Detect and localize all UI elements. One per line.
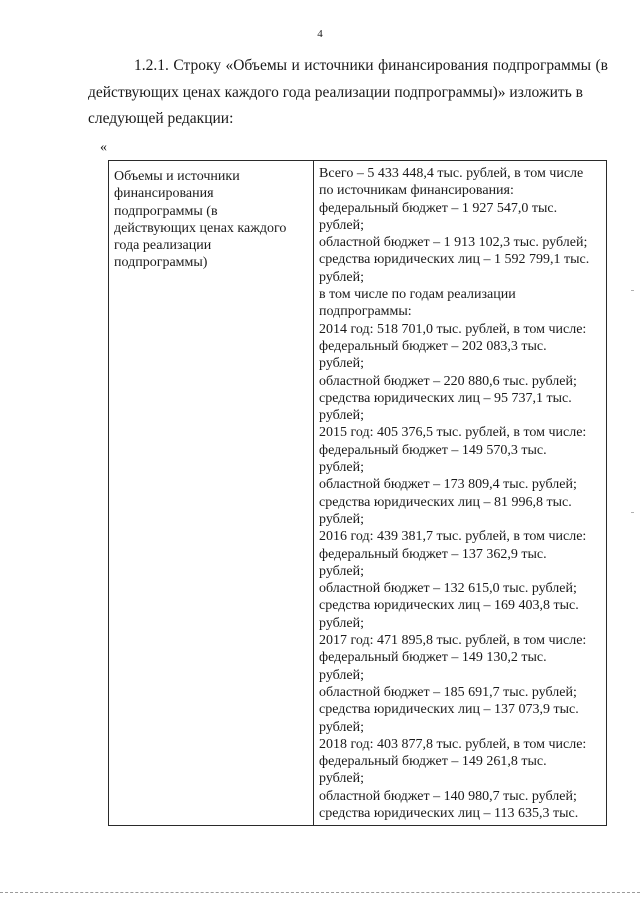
value-line: по источникам финансирования: [319,183,514,199]
value-line: средства юридических лиц – 113 635,3 тыс. [319,805,579,821]
value-line: рублей; [319,719,364,735]
table-row [109,161,607,826]
value-line: областной бюджет – 185 691,7 тыс. рублей; [319,684,577,700]
row-label-cell [109,161,314,826]
value-line: 2018 год: 403 877,8 тыс. рублей, в том числе: [319,736,587,752]
value-line: подпрограммы: [319,304,412,320]
value-line: 2014 год: 518 701,0 тыс. рублей, в том числе: [319,321,587,337]
row-value-cell [314,161,607,826]
value-line: федеральный бюджет – 1 927 547,0 тыс. [319,200,558,216]
value-line: средства юридических лиц – 169 403,8 тыс. [319,598,579,614]
value-line: рублей; [319,511,364,527]
value-line: областной бюджет – 173 809,4 тыс. рублей; [319,477,577,493]
value-line: 2015 год: 405 376,5 тыс. рублей, в том числе: [319,425,587,441]
value-line: рублей; [319,563,364,579]
value-line: федеральный бюджет – 149 570,3 тыс. [319,442,547,458]
value-line: областной бюджет – 220 880,6 тыс. рублей; [319,373,577,389]
intro-line-1: 1.2.1. Строку «Объемы и источники финансирования подпрограммы (в [134,57,608,74]
value-line: средства юридических лиц – 95 737,1 тыс. [319,390,572,406]
value-line: 2016 год: 439 381,7 тыс. рублей, в том числе: [319,529,587,545]
label-line: действующих ценах каждого [114,220,287,236]
value-line: средства юридических лиц – 81 996,8 тыс. [319,494,572,510]
value-line: рублей; [319,460,364,476]
value-line: в том числе по годам реализации [319,287,516,303]
value-line: рублей; [319,771,364,787]
value-line: федеральный бюджет – 202 083,3 тыс. [319,338,547,354]
value-line: федеральный бюджет – 149 261,8 тыс. [319,754,547,770]
value-line: рублей; [319,667,364,683]
label-line: Объемы и источники [114,169,240,184]
value-line: Всего – 5 433 448,4 тыс. рублей, в том числе [319,166,584,181]
value-line: рублей; [319,269,364,285]
intro-line-2: действующих ценах каждого года реализации подпрограммы)» изложить в [88,83,583,101]
value-line: рублей; [319,217,364,233]
page-number: 4 [317,28,323,40]
value-line: 2017 год: 471 895,8 тыс. рублей, в том числе: [319,633,587,649]
financing-table [108,160,607,826]
label-line: года реализации [114,238,212,254]
value-line: областной бюджет – 140 980,7 тыс. рублей; [319,788,577,804]
value-line: федеральный бюджет – 149 130,2 тыс. [319,650,547,666]
value-line: рублей; [319,408,364,424]
label-line: подпрограммы (в [114,203,218,219]
intro-paragraph [88,53,608,133]
label-line: финансирования [114,186,214,202]
value-line: рублей; [319,615,364,631]
value-line: областной бюджет – 1 913 102,3 тыс. рублей; [319,235,588,251]
value-line: рублей; [319,356,364,372]
value-line: средства юридических лиц – 1 592 799,1 тыс. [319,252,590,268]
value-line: федеральный бюджет – 137 362,9 тыс. [319,546,547,562]
opening-quote-mark: « [100,140,107,155]
intro-line-3: следующей редакции: [88,110,234,127]
scan-bottom-edge [0,892,640,893]
value-line: областной бюджет – 132 615,0 тыс. рублей; [319,581,577,597]
value-line: средства юридических лиц – 137 073,9 тыс. [319,702,579,718]
scan-edge-mark [631,512,634,513]
label-line: подпрограммы) [114,255,208,271]
scan-edge-mark [631,290,634,291]
